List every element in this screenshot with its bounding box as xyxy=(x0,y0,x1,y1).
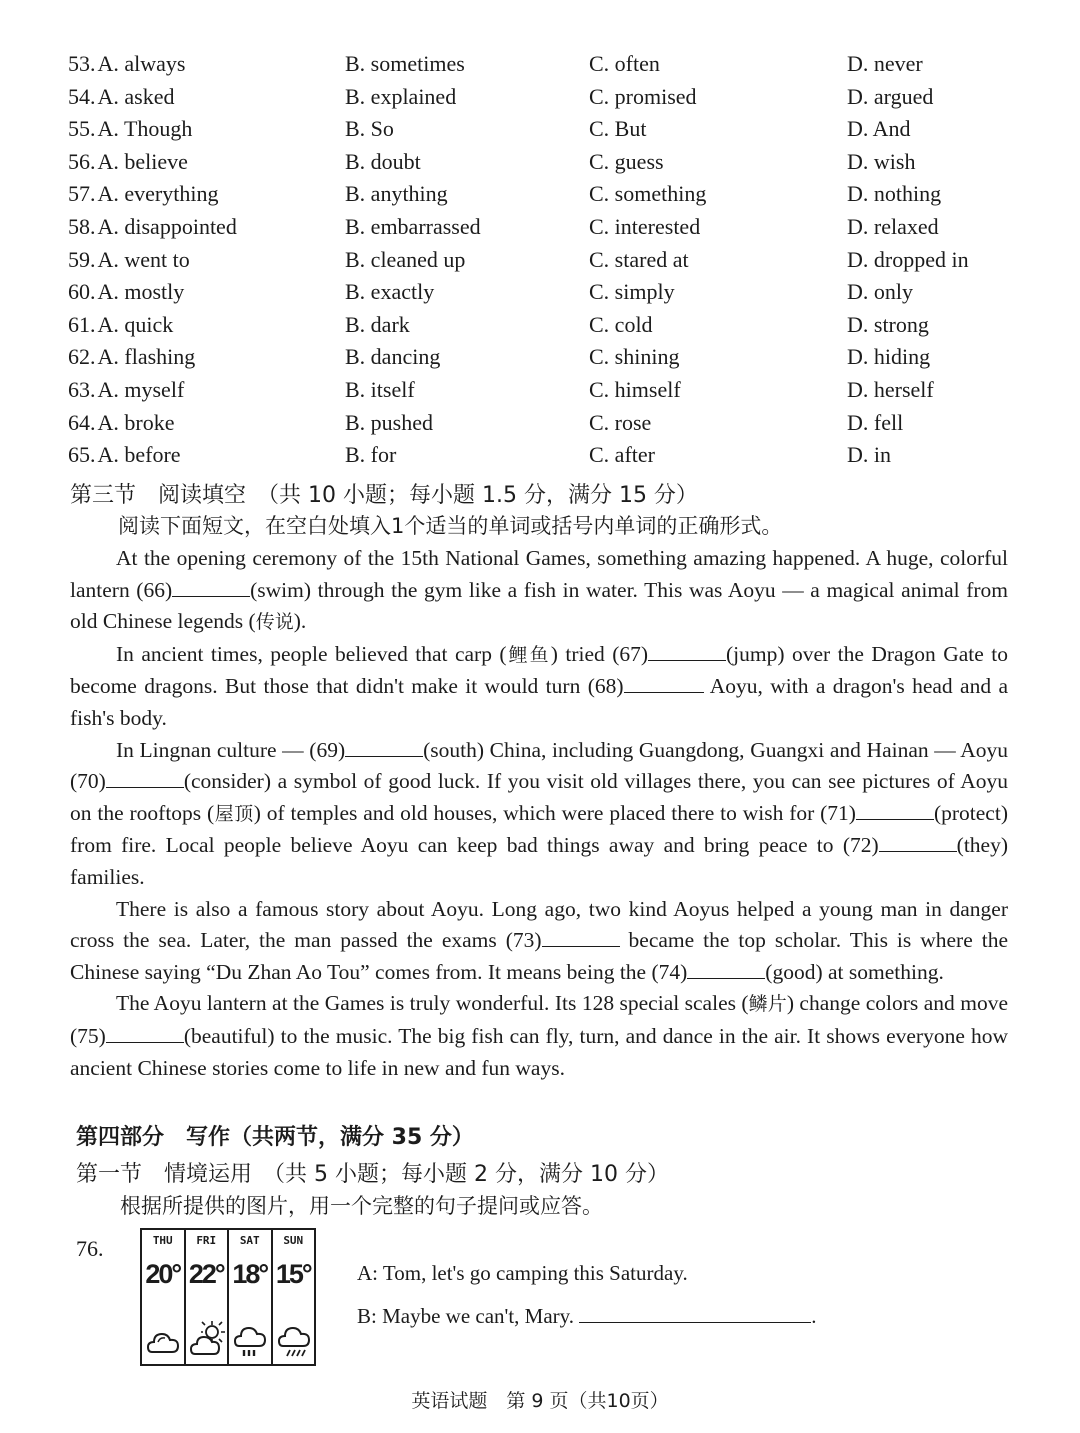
rain-cloud-icon xyxy=(233,1318,269,1358)
option-b: B. anything xyxy=(345,181,448,207)
answer-blank-75[interactable] xyxy=(106,1022,184,1043)
option-a: 58.A. disappointed xyxy=(68,213,237,239)
option-a: 60.A. mostly xyxy=(68,279,185,305)
option-row xyxy=(68,81,1068,114)
answer-blank-67[interactable] xyxy=(648,640,726,661)
answer-blank-72[interactable] xyxy=(879,831,957,852)
option-d: D. herself xyxy=(847,376,934,402)
part-4-instruction: 根据所提供的图片，用一个完整的句子提问或应答。 xyxy=(120,1194,603,1218)
option-row xyxy=(68,276,1068,309)
option-c: C. cold xyxy=(589,311,653,337)
option-row xyxy=(68,146,1068,179)
day-name: THU xyxy=(152,1234,173,1247)
option-row xyxy=(68,113,1068,146)
option-c: C. interested xyxy=(589,213,701,239)
answer-blank-69[interactable] xyxy=(345,736,423,757)
cloud-icon xyxy=(146,1318,182,1358)
option-c: C. shining xyxy=(589,344,680,370)
option-d: D. nothing xyxy=(847,181,942,207)
option-b: B. So xyxy=(345,116,394,142)
option-a: 56.A. believe xyxy=(68,148,188,174)
option-d: D. hiding xyxy=(847,344,931,370)
option-b: B. dark xyxy=(345,311,410,337)
option-c: C. something xyxy=(589,181,707,207)
option-c: C. But xyxy=(589,116,647,142)
option-c: C. after xyxy=(589,442,655,468)
cloze-options xyxy=(68,48,1068,472)
weather-day xyxy=(273,1230,315,1364)
paragraph: In ancient times, people believed that carp (鲤鱼) tried (67) (jump) over the Dragon Gate to become dragons. But those that didn't make it would turn (68) Aoyu, with a dragon's head and a fish's body. xyxy=(70,641,1008,730)
option-c: C. guess xyxy=(589,148,664,174)
option-d: D. in xyxy=(847,442,891,468)
option-d: D. strong xyxy=(847,311,929,337)
day-temperature: 22° xyxy=(188,1259,224,1289)
option-d: D. dropped in xyxy=(847,246,969,272)
answer-blank-71[interactable] xyxy=(856,799,934,820)
option-d: D. relaxed xyxy=(847,213,939,239)
option-row xyxy=(68,407,1068,440)
section-3-title: 第三节 阅读填空 （共 10 小题；每小题 1.5 分，满分 15 分） xyxy=(70,483,698,508)
weather-day xyxy=(229,1230,273,1364)
option-b: B. pushed xyxy=(345,409,433,435)
option-b: B. explained xyxy=(345,83,457,109)
paragraph: At the opening ceremony of the 15th National Games, something amazing happened. A huge, colorful lantern (66) (swim) through the gym like a fish in water. This was Aoyu — a magical animal from old Chinese legends (传说). xyxy=(70,546,1008,634)
option-a: 64.A. broke xyxy=(68,409,175,435)
day-name: SUN xyxy=(283,1234,304,1247)
question-number: 76. xyxy=(76,1236,104,1261)
option-a: 55.A. Though xyxy=(68,116,193,142)
section-3-instruction: 阅读下面短文，在空白处填入1个适当的单词或括号内单词的正确形式。 xyxy=(118,514,783,538)
part-4-title: 第四部分 写作（共两节，满分 35 分） xyxy=(76,1125,474,1150)
day-temperature: 15° xyxy=(275,1259,311,1289)
option-row xyxy=(68,439,1068,472)
option-a: 65.A. before xyxy=(68,442,181,468)
paragraph: In Lingnan culture — (69) (south) China, including Guangdong, Guangxi and Hainan — Aoyu (70) (consider) a symbol of good luck. If you visit old villages there, you can see pictures of Aoyu on the rooftops (屋顶) of temples and old houses, which were placed there to wish for (71) (protect) from fire. Local people believe Aoyu can keep bad things away and bring peace to (72) (they) families. xyxy=(70,737,1008,889)
answer-blank-70[interactable] xyxy=(106,767,184,788)
sun-cloud-icon xyxy=(190,1318,226,1358)
option-c: C. promised xyxy=(589,83,697,109)
option-row xyxy=(68,341,1068,374)
day-temperature: 20° xyxy=(145,1259,181,1289)
option-a: 62.A. flashing xyxy=(68,344,196,370)
paragraph: The Aoyu lantern at the Games is truly wonderful. Its 128 special scales (鳞片) change colors and move (75) (beautiful) to the music. The big fish can fly, turn, and dance in the air. It shows everyone how ancient Chinese stories come to life in new and fun ways. xyxy=(70,991,1008,1080)
option-b: B. exactly xyxy=(345,279,435,305)
reading-passage xyxy=(70,543,1008,1084)
option-row xyxy=(68,211,1068,244)
option-c: C. stared at xyxy=(589,246,689,272)
day-name: SAT xyxy=(239,1234,260,1247)
day-name: FRI xyxy=(196,1234,217,1247)
option-a: 61.A. quick xyxy=(68,311,174,337)
option-d: D. never xyxy=(847,51,923,76)
option-a: 63.A. myself xyxy=(68,376,185,402)
option-c: C. simply xyxy=(589,279,675,305)
shower-cloud-icon xyxy=(277,1318,313,1358)
option-a: 54.A. asked xyxy=(68,83,175,109)
page-footer: 英语试题 第 9 页（共10页） xyxy=(411,1390,669,1412)
option-c: C. rose xyxy=(589,409,652,435)
option-a: 59.A. went to xyxy=(68,246,190,272)
option-b: B. embarrassed xyxy=(345,213,481,239)
option-a: 53.A. always xyxy=(68,51,186,76)
paragraph: There is also a famous story about Aoyu. Long ago, two kind Aoyus helped a young man in danger cross the sea. Later, the man passed the exams (73) became the top scholar. This is where the Chinese saying “Du Zhan Ao Tou” comes from. It means being the (74) (good) at something. xyxy=(70,896,1008,984)
answer-blank-76[interactable] xyxy=(579,1302,811,1323)
weather-day xyxy=(142,1230,186,1364)
option-c: C. often xyxy=(589,51,660,76)
option-row xyxy=(68,48,1068,81)
weather-forecast-figure xyxy=(140,1228,316,1366)
option-b: B. for xyxy=(345,442,397,468)
dialog-line-b: B: Maybe we can't, Mary. . xyxy=(357,1304,817,1328)
option-row xyxy=(68,244,1068,277)
option-b: B. cleaned up xyxy=(345,246,466,272)
option-d: D. And xyxy=(847,116,911,142)
option-d: D. argued xyxy=(847,83,934,109)
day-temperature: 18° xyxy=(232,1259,268,1289)
option-d: D. wish xyxy=(847,148,916,174)
option-b: B. sometimes xyxy=(345,51,465,76)
option-row xyxy=(68,374,1068,407)
dialog-line-a: A: Tom, let's go camping this Saturday. xyxy=(357,1261,688,1285)
option-c: C. himself xyxy=(589,376,681,402)
option-row xyxy=(68,178,1068,211)
answer-blank-74[interactable] xyxy=(687,958,765,979)
answer-blank-68[interactable] xyxy=(624,672,704,693)
weather-day xyxy=(186,1230,230,1364)
option-b: B. itself xyxy=(345,376,415,402)
option-row xyxy=(68,309,1068,342)
answer-blank-73[interactable] xyxy=(542,926,620,947)
option-b: B. doubt xyxy=(345,148,421,174)
option-d: D. fell xyxy=(847,409,904,435)
part-4-section-1-title: 第一节 情境运用 （共 5 小题；每小题 2 分，满分 10 分） xyxy=(76,1162,669,1187)
answer-blank-66[interactable] xyxy=(172,576,250,597)
option-b: B. dancing xyxy=(345,344,441,370)
option-d: D. only xyxy=(847,279,913,305)
option-a: 57.A. everything xyxy=(68,181,219,207)
